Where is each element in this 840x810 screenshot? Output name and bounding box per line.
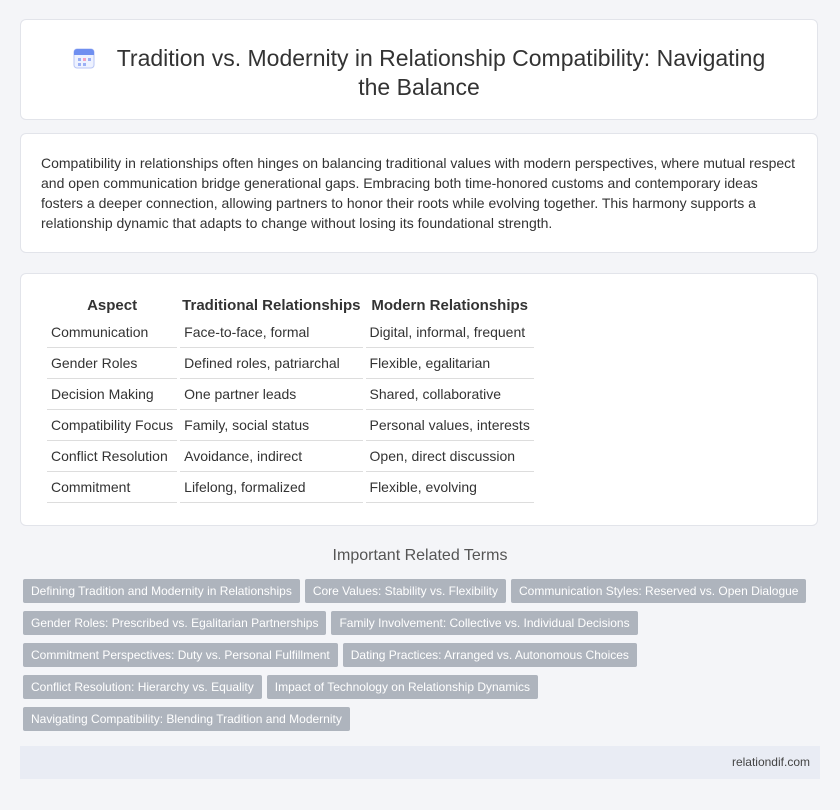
cell-aspect: Gender Roles: [47, 348, 177, 379]
related-term-tag[interactable]: Navigating Compatibility: Blending Tradition and Modernity: [23, 707, 350, 731]
footer-site-link[interactable]: relationdif.com: [731, 755, 810, 769]
related-term-tag[interactable]: Family Involvement: Collective vs. Individual Decisions: [331, 611, 637, 635]
related-terms-heading: Important Related Terms: [332, 547, 508, 564]
cell-traditional: Defined roles, patriarchal: [180, 348, 362, 379]
cell-aspect: Conflict Resolution: [47, 441, 177, 472]
table-header-row: [47, 294, 534, 317]
page-title: Tradition vs. Modernity in Relationship Compatibility: Navigating the Balance: [116, 45, 766, 100]
cell-aspect: Communication: [47, 317, 177, 348]
table-row: [47, 472, 534, 503]
comparison-card: [20, 273, 818, 526]
table-row: [47, 317, 534, 348]
cell-modern: Flexible, egalitarian: [366, 348, 534, 379]
related-term-tag[interactable]: Core Values: Stability vs. Flexibility: [305, 579, 506, 603]
comparison-table: [44, 294, 537, 503]
table-row: [47, 410, 534, 441]
related-term-tag[interactable]: Communication Styles: Reserved vs. Open Dialogue: [511, 579, 806, 603]
related-term-tag[interactable]: Defining Tradition and Modernity in Relationships: [23, 579, 300, 603]
table-row: [47, 379, 534, 410]
page-title-wrap: [21, 44, 817, 102]
cell-modern: Flexible, evolving: [366, 472, 534, 503]
cell-traditional: Lifelong, formalized: [180, 472, 362, 503]
title-card: [20, 19, 818, 120]
cell-traditional: Face-to-face, formal: [180, 317, 362, 348]
cell-traditional: One partner leads: [180, 379, 362, 410]
related-terms-list: [23, 579, 813, 739]
related-term-tag[interactable]: Impact of Technology on Relationship Dynamics: [267, 675, 538, 699]
footer: [20, 746, 820, 779]
cell-modern: Personal values, interests: [366, 410, 534, 441]
header-traditional: Traditional Relationships: [182, 297, 361, 314]
cell-modern: Open, direct discussion: [366, 441, 534, 472]
intro-card: [20, 133, 818, 253]
header-modern: Modern Relationships: [371, 297, 529, 314]
cell-aspect: Compatibility Focus: [47, 410, 177, 441]
cell-modern: Shared, collaborative: [366, 379, 534, 410]
cell-traditional: Avoidance, indirect: [180, 441, 362, 472]
table-row: [47, 348, 534, 379]
related-term-tag[interactable]: Conflict Resolution: Hierarchy vs. Equality: [23, 675, 262, 699]
cell-traditional: Family, social status: [180, 410, 362, 441]
cell-aspect: Commitment: [47, 472, 177, 503]
cell-aspect: Decision Making: [47, 379, 177, 410]
table-row: [47, 441, 534, 472]
related-term-tag[interactable]: Dating Practices: Arranged vs. Autonomous Choices: [343, 643, 637, 667]
header-aspect: Aspect: [87, 297, 138, 314]
intro-paragraph: Compatibility in relationships often hinges on balancing traditional values with modern perspectives, where mutual respect and open communication bridge generational gaps. Embracing both time-honored customs and contemporary ideas fosters a deeper connection, allowing partners to honor their roots while evolving together. This harmony supports a relationship dynamic that adapts to change without losing its foundational strength.: [41, 155, 796, 231]
cell-modern: Digital, informal, frequent: [366, 317, 534, 348]
related-term-tag[interactable]: Commitment Perspectives: Duty vs. Personal Fulfillment: [23, 643, 338, 667]
calendar-icon: [73, 47, 95, 69]
related-term-tag[interactable]: Gender Roles: Prescribed vs. Egalitarian Partnerships: [23, 611, 326, 635]
